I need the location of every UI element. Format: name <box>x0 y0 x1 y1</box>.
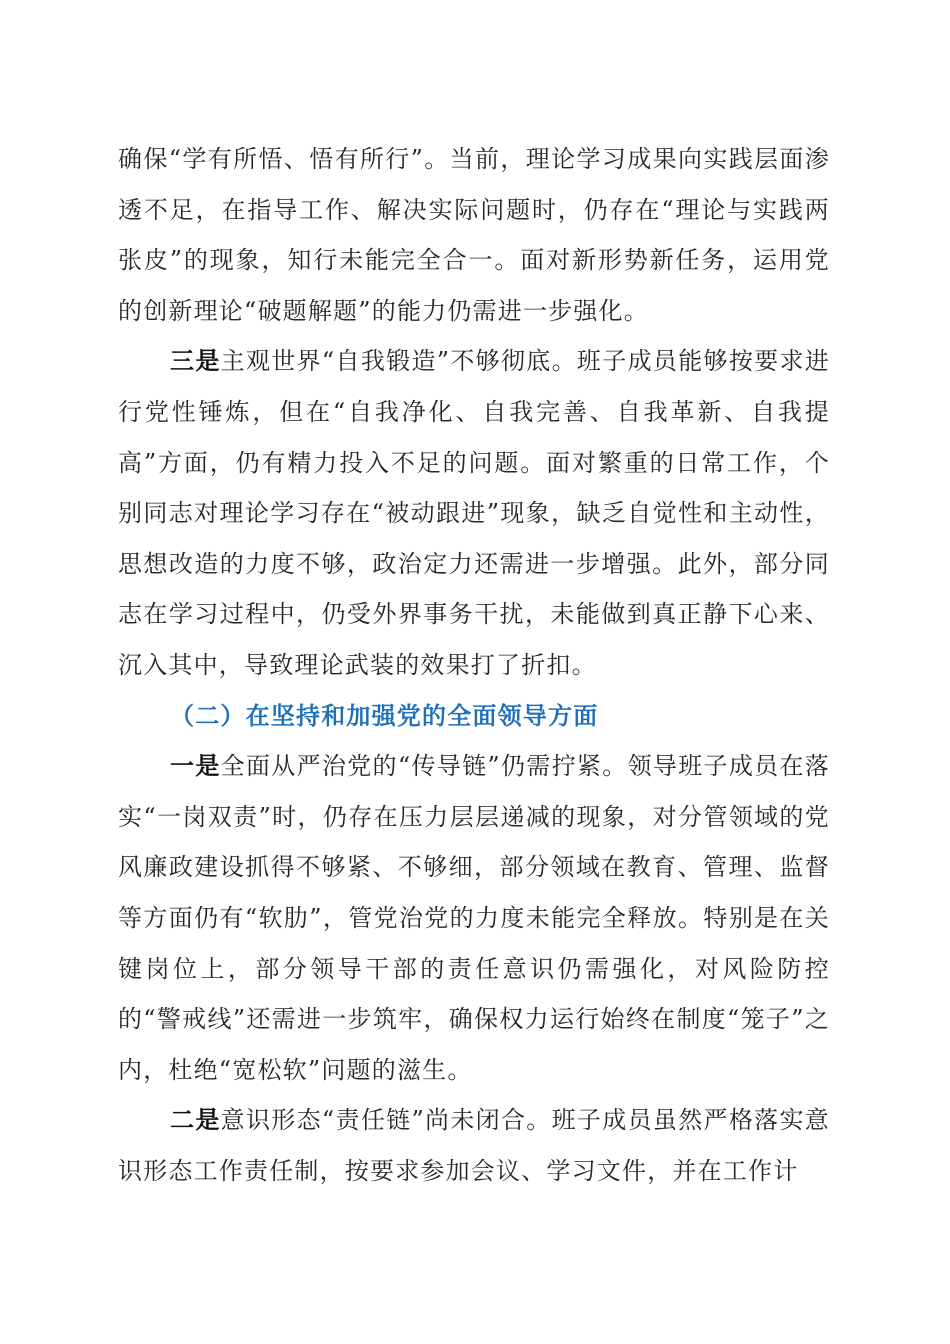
paragraph-4 <box>118 1095 830 1196</box>
section-heading: （二）在坚持和加强党的全面领导方面 <box>170 700 599 730</box>
paragraph-3-lead: 一是 <box>170 751 221 781</box>
paragraph-2-lead: 三是 <box>170 346 221 376</box>
document-body <box>118 134 830 1196</box>
paragraph-2-text: 主观世界“自我锻造”不够彻底。班子成员能够按要求进行党性锤炼，但在“自我净化、自我完善、自我革新、自我提高”方面，仍有精力投入不足的问题。面对繁重的日常工作，个别同志对理论学习存在“被动跟进”现象，缺乏自觉性和主动性，思想改造的力度不够，政治定力还需进一步增强。此外，部分同志在学习过程中，仍受外界事务干扰，未能做到真正静下心来、沉入其中，导致理论武装的效果打了折扣。 <box>118 347 830 679</box>
paragraph-1 <box>118 134 830 336</box>
paragraph-4-lead: 二是 <box>170 1105 221 1135</box>
paragraph-3 <box>118 741 830 1095</box>
paragraph-1-text: 确保“学有所悟、悟有所行”。当前，理论学习成果向实践层面渗透不足，在指导工作、解决实际问题时，仍存在“理论与实践两张皮”的现象，知行未能完全合一。面对新形势新任务，运用党的创新理论“破题解题”的能力仍需进一步强化。 <box>118 145 830 325</box>
paragraph-2 <box>118 336 830 690</box>
paragraph-4-text: 意识形态“责任链”尚未闭合。班子成员虽然严格落实意识形态工作责任制，按要求参加会议、学习文件，并在工作计 <box>118 1106 830 1185</box>
paragraph-3-text: 全面从严治党的“传导链”仍需拧紧。领导班子成员在落实“一岗双责”时，仍存在压力层层递减的现象，对分管领域的党风廉政建设抓得不够紧、不够细，部分领域在教育、管理、监督等方面仍有“软肋”，管党治党的力度未能完全释放。特别是在关键岗位上，部分领导干部的责任意识仍需强化，对风险防控的“警戒线”还需进一步筑牢，确保权力运行始终在制度“笼子”之内，杜绝“宽松软”问题的滋生。 <box>118 752 830 1084</box>
